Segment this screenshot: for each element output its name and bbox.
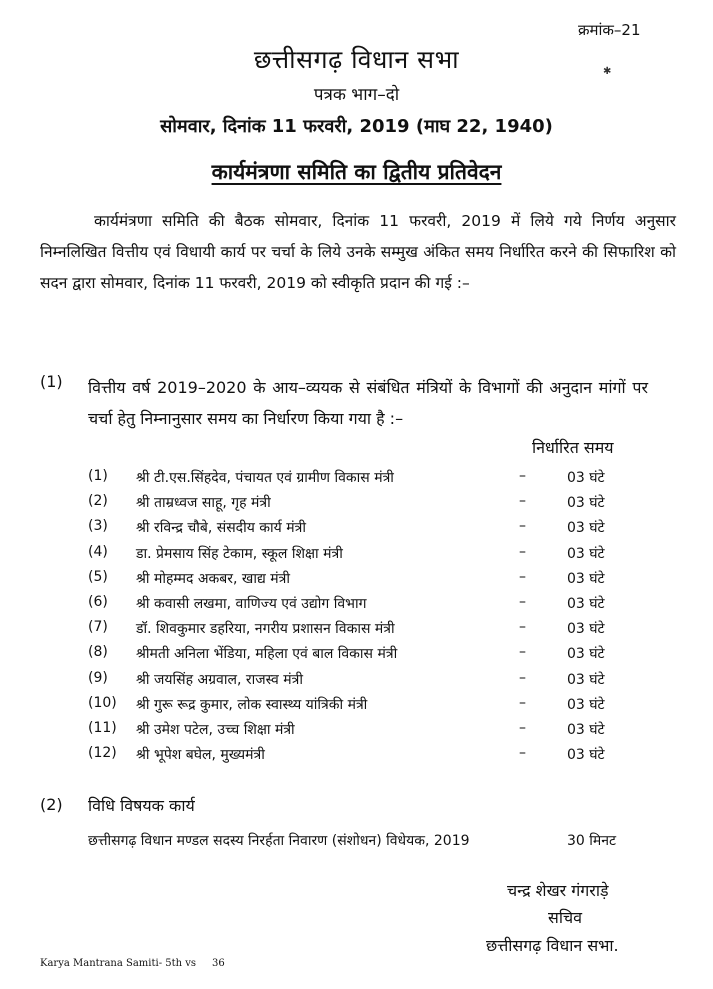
list-item [0, 594, 713, 618]
list-item-name: श्री रविन्द्र चौबे, संसदीय कार्य मंत्री [136, 520, 306, 537]
signatory-name: चन्द्र शेखर गंगराड़े [507, 881, 609, 900]
list-item-num: (8) [88, 644, 108, 661]
list-item-name: श्री गुरू रूद्र कुमार, लोक स्वास्थ्य यांत्रिकी मंत्री [136, 696, 368, 713]
intro-paragraph [40, 206, 676, 299]
list-item-time: 03 घंटे [567, 696, 605, 713]
list-item-num: (9) [88, 669, 108, 686]
list-item-time: 03 घंटे [567, 570, 605, 587]
ink-mark: ✱ [603, 66, 612, 77]
bill-name: छत्तीसगढ़ विधान मण्डल सदस्य निरर्हता निवारण (संशोधन) विधेयक, 2019 [88, 833, 470, 849]
list-item-num: (1) [88, 468, 108, 484]
list-item [0, 544, 713, 568]
list-item-name: श्री ताम्रध्वज साहू, गृह मंत्री [136, 495, 271, 512]
list-item-dash: – [519, 518, 526, 535]
signatory-office: छत्तीसगढ़ विधान सभा. [486, 936, 619, 955]
bill-time: 30 मिनट [567, 833, 617, 849]
list-item-num: (5) [88, 568, 108, 585]
list-item-dash: – [519, 568, 526, 585]
list-item [0, 720, 713, 744]
signatory-designation: सचिव [548, 908, 583, 927]
section2-number: (2) [40, 795, 63, 814]
list-item-time: 03 घंटे [567, 621, 605, 638]
list-item-time: 03 घंटे [567, 495, 605, 512]
list-item [0, 619, 713, 643]
list-item-dash: – [519, 694, 526, 711]
footer-file-name: Karya Mantrana Samiti- 5th vs [40, 958, 197, 969]
list-item [0, 695, 713, 719]
report-title-text: कार्यमंत्रणा समिति का द्वितीय प्रतिवेदन [211, 160, 502, 184]
list-item [0, 493, 713, 517]
list-item-time: 03 घंटे [567, 545, 605, 562]
list-item-time: 03 घंटे [567, 470, 605, 486]
list-item-num: (4) [88, 543, 108, 560]
list-item-dash: – [519, 543, 526, 560]
list-item-name: डॉ. शिवकुमार डहरिया, नगरीय प्रशासन विकास मंत्री [136, 621, 395, 638]
list-item-num: (11) [88, 720, 117, 736]
list-item-dash: – [519, 745, 526, 762]
list-item-num: (6) [88, 594, 108, 610]
list-item-dash: – [519, 644, 526, 661]
footer-page-number: 36 [212, 958, 225, 969]
list-item-time: 03 घंटे [567, 596, 605, 612]
list-item-time: 03 घंटे [567, 671, 605, 688]
list-item-name: श्री टी.एस.सिंहदेव, पंचायत एवं ग्रामीण विकास मंत्री [136, 470, 394, 486]
list-item-time: 03 घंटे [567, 520, 605, 537]
list-item-dash: – [519, 720, 526, 736]
list-item-dash: – [519, 493, 526, 510]
list-item-name: श्री उमेश पटेल, उच्च शिक्षा मंत्री [136, 722, 295, 738]
report-title [0, 158, 713, 186]
list-item-time: 03 घंटे [567, 646, 605, 663]
section1-number: (1) [40, 372, 63, 391]
list-item-dash: – [519, 468, 526, 484]
serial-number: क्रमांक–21 [578, 21, 641, 39]
list-item-name: श्री भूपेश बघेल, मुख्यमंत्री [136, 747, 265, 764]
section2-heading: विधि विषयक कार्य [88, 796, 195, 815]
list-item [0, 468, 713, 492]
bulletin-part: पत्रक भाग–दो [313, 85, 400, 105]
list-item-num: (12) [88, 745, 117, 762]
list-item-num: (2) [88, 493, 108, 510]
list-item-num: (3) [88, 518, 108, 535]
list-item [0, 569, 713, 593]
list-item-time: 03 घंटे [567, 722, 605, 738]
date-line: सोमवार, दिनांक 11 फरवरी, 2019 (माघ 22, 1940) [160, 116, 553, 137]
list-item [0, 644, 713, 668]
list-item-name: डा. प्रेमसाय सिंह टेकाम, स्कूल शिक्षा मंत्री [136, 545, 343, 562]
intro-text: कार्यमंत्रणा समिति की बैठक सोमवार, दिनांक 11 फरवरी, 2019 में लिये गये निर्णय अनुसार निम्नलिखित वित्तीय एवं विधायी कार्य पर चर्चा के लिये उनके सम्मुख अंकित समय निर्धारित करने की सिफारिश को सदन द्वारा सोमवार, दिनांक 11 फरवरी, 2019 को स्वीकृति प्रदान की गई :– [40, 212, 676, 292]
list-item-name: श्री कवासी लखमा, वाणिज्य एवं उद्योग विभाग [136, 596, 367, 612]
list-item [0, 670, 713, 694]
assembly-title: छत्तीसगढ़ विधान सभा [253, 45, 460, 74]
list-item-dash: – [519, 594, 526, 610]
list-item-name: श्रीमती अनिला भेंडिया, महिला एवं बाल विकास मंत्री [136, 646, 398, 663]
section1-text: वित्तीय वर्ष 2019–2020 के आय–व्ययक से संबंधित मंत्रियों के विभागों की अनुदान मांगों पर चर्चा हेतु निम्नानुसार समय का निर्धारण किया गया है :– [88, 378, 648, 428]
list-item-name: श्री मोहम्मद अकबर, खाद्य मंत्री [136, 570, 291, 587]
list-item-num: (10) [88, 694, 117, 711]
list-item-time: 03 घंटे [567, 747, 605, 764]
list-item-dash: – [519, 669, 526, 686]
list-item [0, 745, 713, 769]
allotted-time-header: निर्धारित समय [532, 438, 614, 457]
list-item-num: (7) [88, 619, 108, 636]
list-item-dash: – [519, 619, 526, 636]
list-item-name: श्री जयसिंह अग्रवाल, राजस्व मंत्री [136, 671, 304, 688]
list-item [0, 518, 713, 542]
